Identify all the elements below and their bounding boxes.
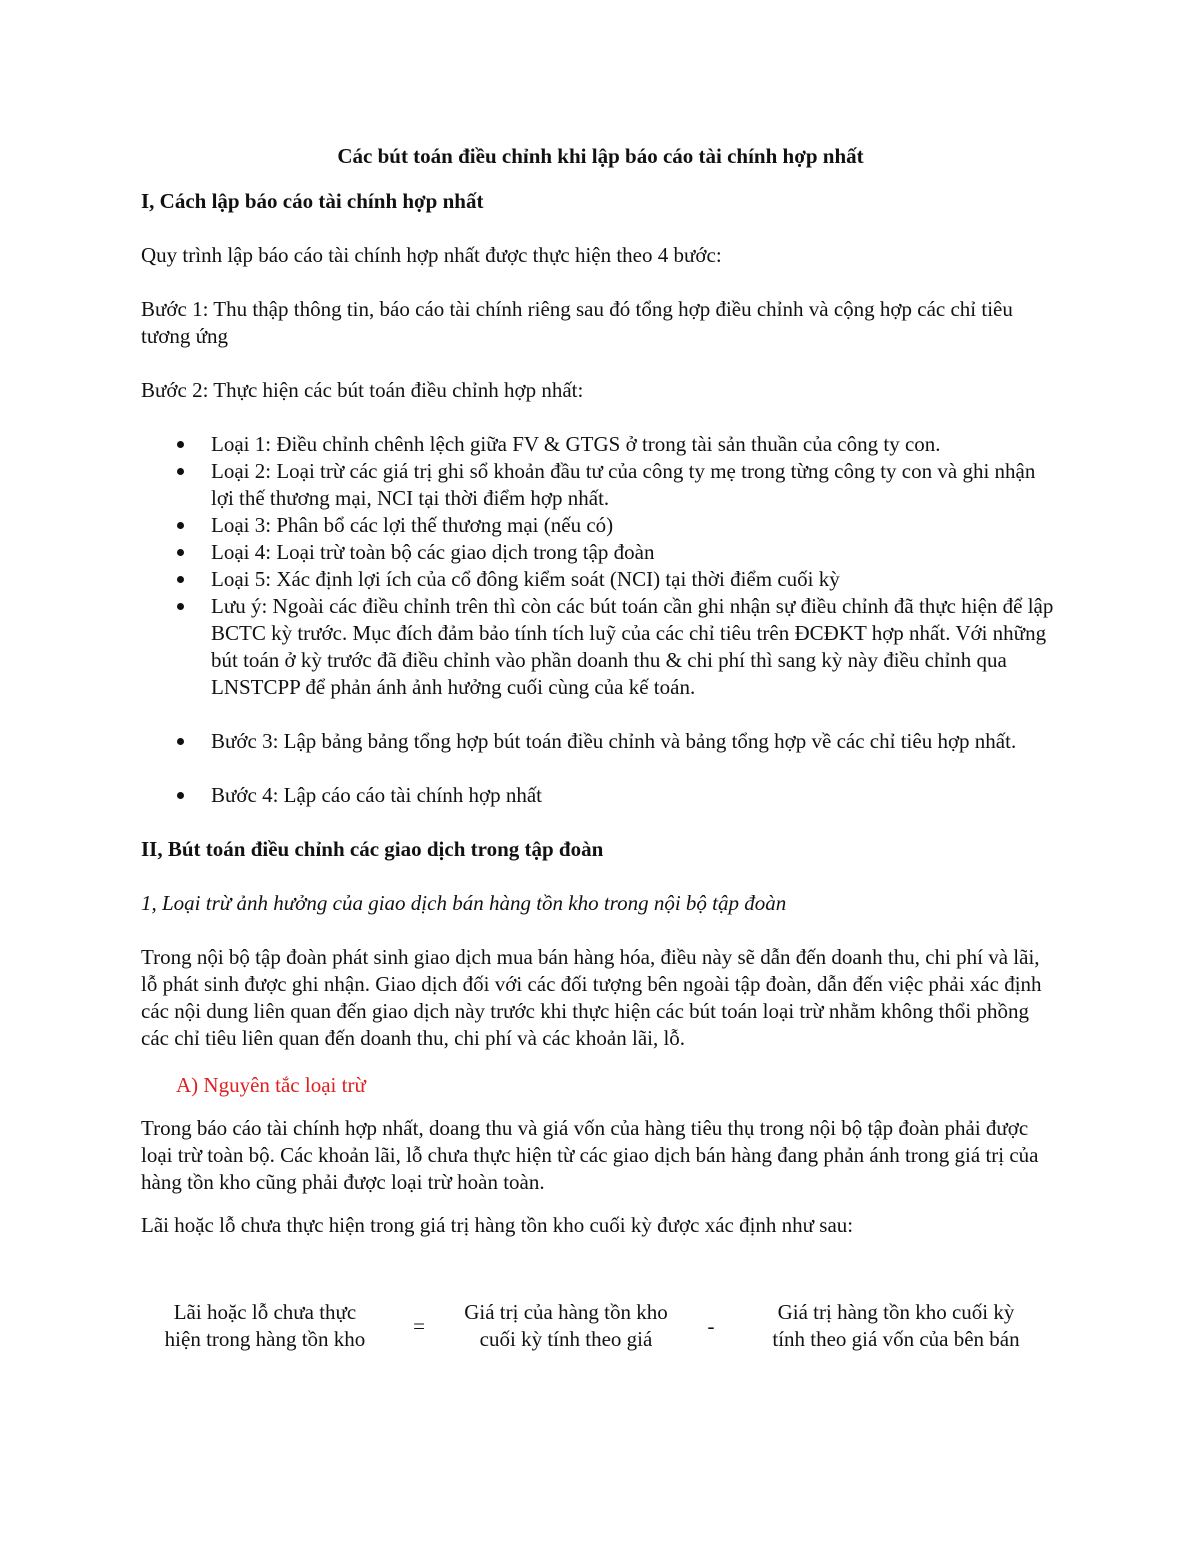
adjustment-list — [141, 431, 1060, 809]
document-title: Các bút toán điều chỉnh khi lập báo cáo tài chính hợp nhất — [337, 144, 864, 168]
list-item: Bước 4: Lập cáo cáo tài chính hợp nhất — [141, 782, 1060, 809]
formula-minus-sign: - — [707, 1314, 715, 1338]
section2-subheading: 1, Loại trừ ảnh hưởng của giao dịch bán hàng tồn kho trong nội bộ tập đoàn — [141, 891, 787, 915]
list-item: Loại 5: Xác định lợi ích của cổ đông kiểm soát (NCI) tại thời điểm cuối kỳ — [141, 566, 1060, 593]
formula-right-term: Giá trị hàng tồn kho cuối kỳ tính theo giá vốn của bên bán — [772, 1300, 1020, 1351]
list-item: Bước 3: Lập bảng bảng tổng hợp bút toán điều chỉnh và bảng tổng hợp về các chỉ tiêu hợp nhất. — [141, 728, 1060, 755]
list-item: Loại 1: Điều chỉnh chênh lệch giữa FV & GTGS ở trong tài sản thuần của công ty con. — [141, 431, 1060, 458]
formula-middle-term: Giá trị của hàng tồn kho cuối kỳ tính theo giá — [464, 1300, 668, 1351]
section1-heading: I, Cách lập báo cáo tài chính hợp nhất — [141, 189, 484, 213]
section2-paragraph-3: Lãi hoặc lỗ chưa thực hiện trong giá trị hàng tồn kho cuối kỳ được xác định như sau: — [141, 1213, 854, 1237]
section2-paragraph-2: Trong báo cáo tài chính hợp nhất, doang thu và giá vốn của hàng tiêu thụ trong nội bộ tập đoàn phải được loại trừ toàn bộ. Các khoản lãi, lỗ chưa thực hiện từ các giao dịch bán hàng đang phản ánh trong giá trị của hàng tồn kho cũng phải được loại trừ hoàn toàn. — [141, 1116, 1039, 1194]
step1-paragraph: Bước 1: Thu thập thông tin, báo cáo tài chính riêng sau đó tổng hợp điều chỉnh và cộng hợp các chỉ tiêu tương ứng — [141, 297, 1013, 348]
section1-intro: Quy trình lập báo cáo tài chính hợp nhất được thực hiện theo 4 bước: — [141, 243, 722, 267]
section2-heading: II, Bút toán điều chỉnh các giao dịch trong tập đoàn — [141, 837, 604, 861]
formula-equals-sign: = — [413, 1314, 425, 1338]
list-item: Loại 4: Loại trừ toàn bộ các giao dịch trong tập đoàn — [141, 539, 1060, 566]
section2-paragraph-1: Trong nội bộ tập đoàn phát sinh giao dịch mua bán hàng hóa, điều này sẽ dẫn đến doanh thu, chi phí và lãi, lỗ phát sinh được ghi nhận. Giao dịch đối với các đối tượng bên ngoài tập đoàn, dẫn đến việc phải xác định các nội dung liên quan đến giao dịch này trước khi thực hiện các bút toán loại trừ nhằm không thổi phồng các chỉ tiêu liên quan đến doanh thu, chi phí và các khoản lãi, lỗ. — [141, 945, 1042, 1050]
formula — [141, 1299, 1060, 1359]
formula-left-term: Lãi hoặc lỗ chưa thực hiện trong hàng tồn kho — [164, 1300, 366, 1351]
list-item: Loại 3: Phân bổ các lợi thế thương mại (nếu có) — [141, 512, 1060, 539]
principle-heading: A) Nguyên tắc loại trừ — [176, 1073, 366, 1097]
list-item: Lưu ý: Ngoài các điều chỉnh trên thì còn các bút toán cần ghi nhận sự điều chỉnh đã thực hiện để lập BCTC kỳ trước. Mục đích đảm bảo tính tích luỹ của các chỉ tiêu trên ĐCĐKT hợp nhất. Với những bút toán ở kỳ trước đã điều chỉnh vào phần doanh thu & chi phí thì sang kỳ này điều chỉnh qua LNSTCPP để phản ánh ảnh hưởng cuối cùng của kế toán. — [141, 593, 1060, 701]
step2-paragraph: Bước 2: Thực hiện các bút toán điều chỉnh hợp nhất: — [141, 378, 584, 402]
list-item: Loại 2: Loại trừ các giá trị ghi sổ khoản đầu tư của công ty mẹ trong từng công ty con và ghi nhận lợi thế thương mại, NCI tại thời điểm hợp nhất. — [141, 458, 1060, 512]
